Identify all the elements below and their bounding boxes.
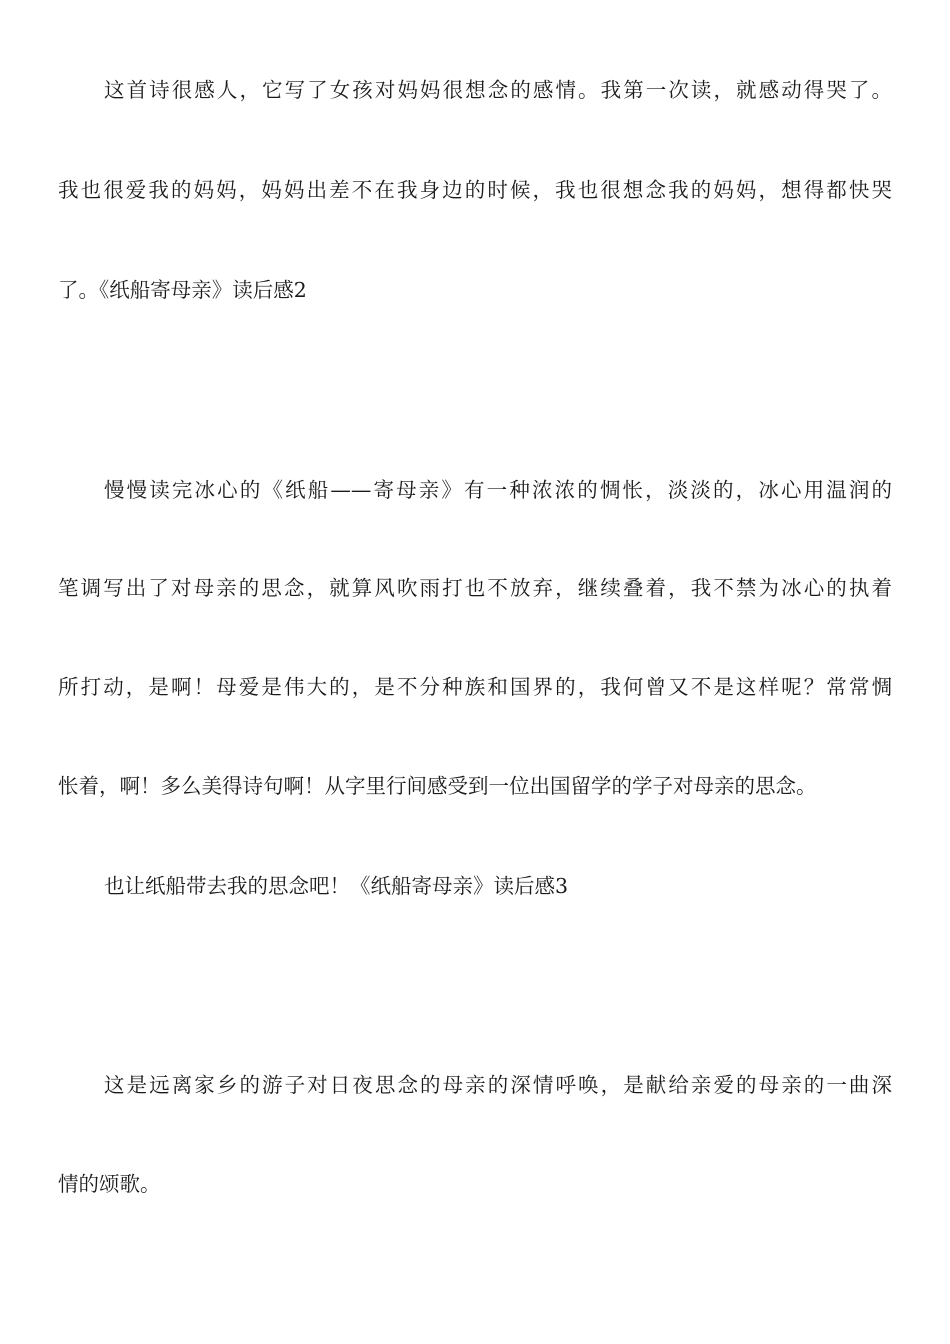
paragraph-1-line-1: 这首诗很感人，它写了女孩对妈妈很想念的感情。我第一次读，就感动得哭了。 [104,78,892,102]
paragraph-2-line-1: 慢慢读完冰心的《纸船——寄母亲》有一种浓浓的惆怅，淡淡的，冰心用温润的 [104,478,892,502]
paragraph-4-line-2: 情的颂歌。 [58,1172,161,1196]
paragraph-3-line-1: 也让纸船带去我的思念吧！《纸船寄母亲》读后感3 [104,874,569,898]
paragraph-1-line-3: 了。《纸船寄母亲》读后感2 [58,278,307,302]
paragraph-1-line-2: 我也很爱我的妈妈，妈妈出差不在我身边的时候，我也很想念我的妈妈，想得都快哭 [58,178,892,202]
paragraph-2-line-2: 笔调写出了对母亲的思念，就算风吹雨打也不放弃，继续叠着，我不禁为冰心的执着 [58,576,892,600]
paragraph-2-line-3: 所打动，是啊！母爱是伟大的，是不分种族和国界的，我何曾又不是这样呢？常常惆 [58,675,892,699]
paragraph-4-line-1: 这是远离家乡的游子对日夜思念的母亲的深情呼唤，是献给亲爱的母亲的一曲深 [104,1073,892,1097]
paragraph-2-line-4: 怅着，啊！多么美得诗句啊！从字里行间感受到一位出国留学的学子对母亲的思念。 [58,774,817,798]
